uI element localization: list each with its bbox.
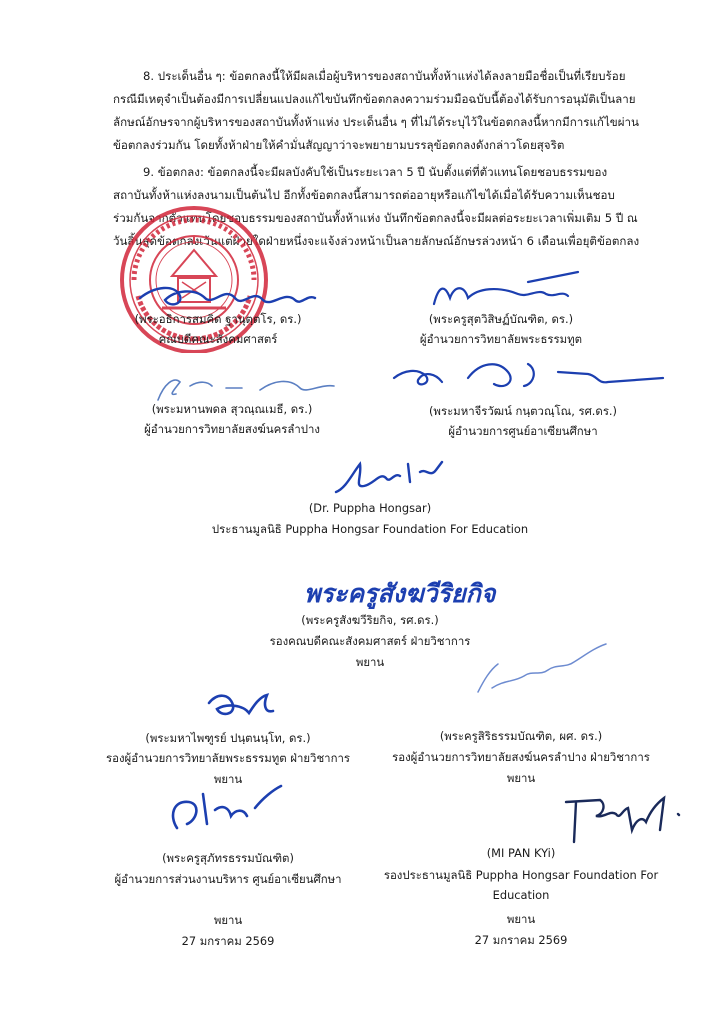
signatory-4-name: (พระมหาจีรวัฒน์ กนฺตวณฺโณ, รศ.ดร.) (428, 404, 618, 418)
clause-line: 8. ประเด็นอื่น ๆ: ข้อตกลงนี้ให้มีผลเมื่อผู้บริหารของสถาบันทั้งห้าแห่งได้ลงลายมือชื่อเป็นที่เรียบร้อย (143, 69, 626, 83)
witness-5-name: (MI PAN KYi) (486, 846, 556, 860)
signature-2 (428, 268, 583, 313)
clause-line: สถาบันทั้งห้าแห่งลงนามเป็นต้นไป อีกทั้งข้อตกลงนี้สามารถต่ออายุหรือแก้ไขได้เมื่อได้รับความเห็นชอบ (113, 188, 615, 202)
witness-1-role: พยาน (355, 655, 385, 669)
clause-line: ร่วมกันจากตัวแทนโดยชอบธรรมของสถาบันทั้งห้าแห่ง บันทึกข้อตกลงนี้จะมีผลต่อระยะเวลาเพิ่มเติม 5 ปี ณ (113, 211, 638, 225)
signature-w3 (470, 640, 610, 702)
witness-1-title: รองคณบดีคณะสังคมศาสตร์ ฝ่ายวิชาการ (269, 634, 471, 648)
signatory-5-title: ประธานมูลนิธิ Puppha Hongsar Foundation For Education (211, 522, 529, 536)
witness-5-title: รองประธานมูลนิธิ Puppha Hongsar Foundation For (383, 868, 659, 882)
witness-3-title: รองผู้อำนวยการวิทยาลัยสงฆ์นครลำปาง ฝ่ายวิชาการ (392, 750, 650, 764)
witness-5-role: พยาน (506, 912, 536, 926)
clause-line: ข้อตกลงร่วมกัน โดยทั้งห้าฝ่ายให้คำมั่นสัญญาว่าจะพยายามบรรลุข้อตกลงดังกล่าวโดยสุจริต (113, 138, 565, 152)
witness-5-title-cont: Education (492, 888, 550, 902)
witness-4-title: ผู้อำนวยการส่วนงานบริหาร ศูนย์อาเซียนศึกษา (114, 872, 342, 886)
signature-4 (388, 354, 668, 399)
witness-4-name: (พระครูสุภัทรธรรมบัณฑิต) (162, 851, 294, 865)
signature-w4 (163, 780, 283, 840)
witness-3-role: พยาน (506, 771, 536, 785)
signature-3 (150, 366, 340, 406)
signatory-5-name: (Dr. Puppha Hongsar) (308, 501, 432, 515)
handwritten-name-text: พระครูสังฆวีริยกิจ (304, 579, 496, 608)
signature-w2 (203, 683, 283, 727)
witness-2-name: (พระมหาไพฑูรย์ ปนฺตนนฺโท, ดร.) (145, 731, 311, 745)
signatory-1-title: คณบดีคณะสังคมศาสตร์ (158, 332, 278, 346)
witness-3-name: (พระครูสิริธรรมบัณฑิต, ผศ. ดร.) (439, 729, 603, 743)
signatory-3-title: ผู้อำนวยการวิทยาลัยสงฆ์นครลำปาง (144, 422, 320, 436)
witness-4-role: พยาน (213, 913, 243, 927)
witness-2-role: พยาน (213, 772, 243, 786)
witness-5-date: 27 มกราคม 2569 (474, 933, 568, 947)
clause-line: 9. ข้อตกลง: ข้อตกลงนี้จะมีผลบังคับใช้เป็นระยะเวลา 5 ปี นับตั้งแต่ที่ตัวแทนโดยชอบธรรมของ (143, 165, 608, 179)
signatory-2-title: ผู้อำนวยการวิทยาลัยพระธรรมทูต (419, 332, 583, 346)
witness-1-name: (พระครูสังฆวีริยกิจ, รศ.ดร.) (301, 613, 439, 627)
witness-2-title: รองผู้อำนวยการวิทยาลัยพระธรรมทูต ฝ่ายวิชาการ (106, 751, 350, 765)
signature-5 (330, 452, 445, 500)
witness-4-date: 27 มกราคม 2569 (181, 934, 275, 948)
clause-line: ลักษณ์อักษรจากผู้บริหารของสถาบันทั้งห้าแห่ง ประเด็นอื่น ๆ ที่ไม่ได้ระบุไว้ในข้อตกลงนี้หากมีการแก้ไขผ่าน (113, 115, 639, 129)
signatory-1-name: (พระอธิการสมคิด ฐานุตฺตโร, ดร.) (134, 312, 302, 326)
handwritten-name (300, 570, 545, 614)
clause-8 (113, 65, 638, 157)
clause-line: กรณีมีเหตุจำเป็นต้องมีการเปลี่ยนแปลงแก้ไขบันทึกข้อตกลงความร่วมมือฉบับนี้ต้องได้รับการอนุมัติเป็นลาย (113, 92, 636, 106)
signatory-2-name: (พระครูสุตวิสิษฏ์บัณฑิต, ดร.) (428, 312, 574, 326)
signature-w5 (560, 790, 690, 850)
clause-line: วันสิ้นสุดข้อตกลงเว้นแต่ฝ่ายใดฝ่ายหนึ่งจะแจ้งล่วงหน้าเป็นลายลักษณ์อักษรล่วงหน้า 6 เดือนเพื่อยุติข้อตกลง (113, 234, 640, 248)
signatory-4-title: ผู้อำนวยการศูนย์อาเซียนศึกษา (448, 424, 598, 438)
university-seal-icon (112, 198, 277, 353)
signatory-3-name: (พระมหานพดล สุวณฺณเมธี, ดร.) (151, 402, 313, 416)
